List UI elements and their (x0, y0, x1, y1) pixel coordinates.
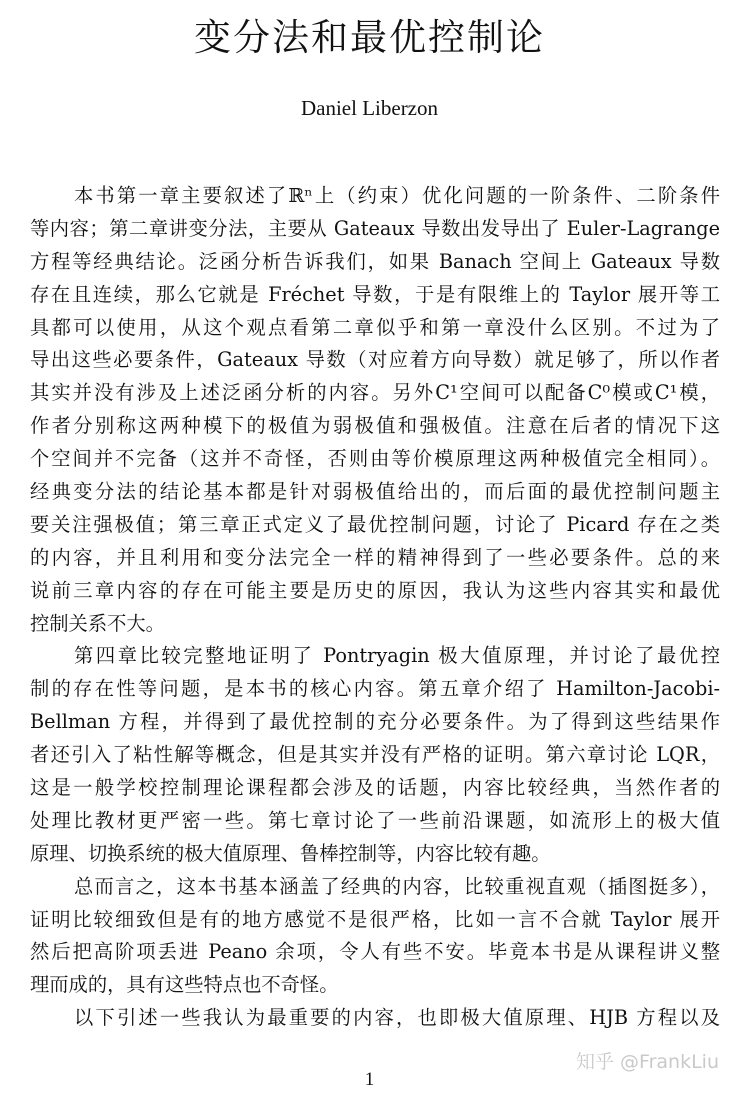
text-line: 处理比教材更严密一些。第七章讨论了一些前沿课题，如流形上的极大值 (30, 808, 720, 832)
text-line: 然后把高阶项丢进 Peano 余项，令人有些不安。毕竟本书是从课程讲义整 (30, 940, 720, 964)
page-number: 1 (364, 1069, 375, 1090)
text-line: 等内容；第二章讲变分法，主要从 Gateaux 导数出发导出了 Euler-Lagrange (30, 216, 720, 240)
text-line: 具都可以使用，从这个观点看第二章似乎和第一章没什么区别。不过为了 (30, 315, 720, 339)
text-line: 导出这些必要条件，Gateaux 导数（对应着方向导数）就足够了，所以作者 (30, 348, 720, 372)
text-line: 作者分别称这两种模下的极值为弱极值和强极值。注意在后者的情况下这 (30, 414, 720, 438)
document-title: 变分法和最优控制论 (194, 16, 545, 59)
text-line: 者还引入了粘性解等概念，但是其实并没有严格的证明。第六章讨论 LQR， (30, 743, 720, 767)
text-line: 制的存在性等问题，是本书的核心内容。第五章介绍了 Hamilton-Jacobi- (30, 677, 720, 701)
text-line: 总而言之，这本书基本涵盖了经典的内容，比较重视直观（插图挺多）， (74, 874, 720, 898)
text-line: 要关注强极值；第三章正式定义了最优控制问题，讨论了 Picard 存在之类 (30, 512, 720, 536)
text-line: 第四章比较完整地证明了 Pontryagin 极大值原理，并讨论了最优控 (74, 644, 720, 668)
text-line: 方程等经典结论。泛函分析告诉我们，如果 Banach 空间上 Gateaux 导数 (30, 249, 720, 273)
watermark: 知乎 @FrankLiu (576, 1051, 719, 1073)
text-line: 原理、切换系统的极大值原理、鲁棒控制等，内容比较有趣。 (30, 841, 551, 865)
text-line: 其实并没有涉及上述泛函分析的内容。另外C¹空间可以配备C⁰模或C¹模， (30, 381, 720, 405)
text-line: 的内容，并且利用和变分法完全一样的精神得到了一些必要条件。总的来 (30, 545, 720, 569)
text-line: 本书第一章主要叙述了ℝⁿ上（约束）优化问题的一阶条件、二阶条件 (74, 184, 720, 207)
text-line: 证明比较细致但是有的地方感觉不是很严格，比如一言不合就 Taylor 展开 (30, 907, 720, 931)
text-line: 这是一般学校控制理论课程都会涉及的话题，内容比较经典，当然作者的 (30, 776, 720, 800)
text-line: Bellman 方程，并得到了最优控制的充分必要条件。为了得到这些结果作 (30, 710, 720, 734)
body-text (30, 180, 720, 1035)
text-line: 以下引述一些我认为最重要的内容，也即极大值原理、HJB 方程以及 (74, 1006, 720, 1030)
text-line: 个空间并不完备（这并不奇怪，否则由等价模原理这两种极值完全相同）。 (30, 447, 720, 471)
text-line: 理而成的，具有这些特点也不奇怪。 (30, 973, 339, 997)
author-name: Daniel Liberzon (300, 96, 439, 120)
text-line: 经典变分法的结论基本都是针对弱极值给出的，而后面的最优控制问题主 (30, 480, 720, 504)
text-line: 控制关系不大。 (30, 611, 165, 635)
text-line: 存在且连续，那么它就是 Fréchet 导数，于是有限维上的 Taylor 展开等工 (30, 282, 720, 306)
text-line: 说前三章内容的存在可能主要是历史的原因，我认为这些内容其实和最优 (30, 578, 720, 602)
